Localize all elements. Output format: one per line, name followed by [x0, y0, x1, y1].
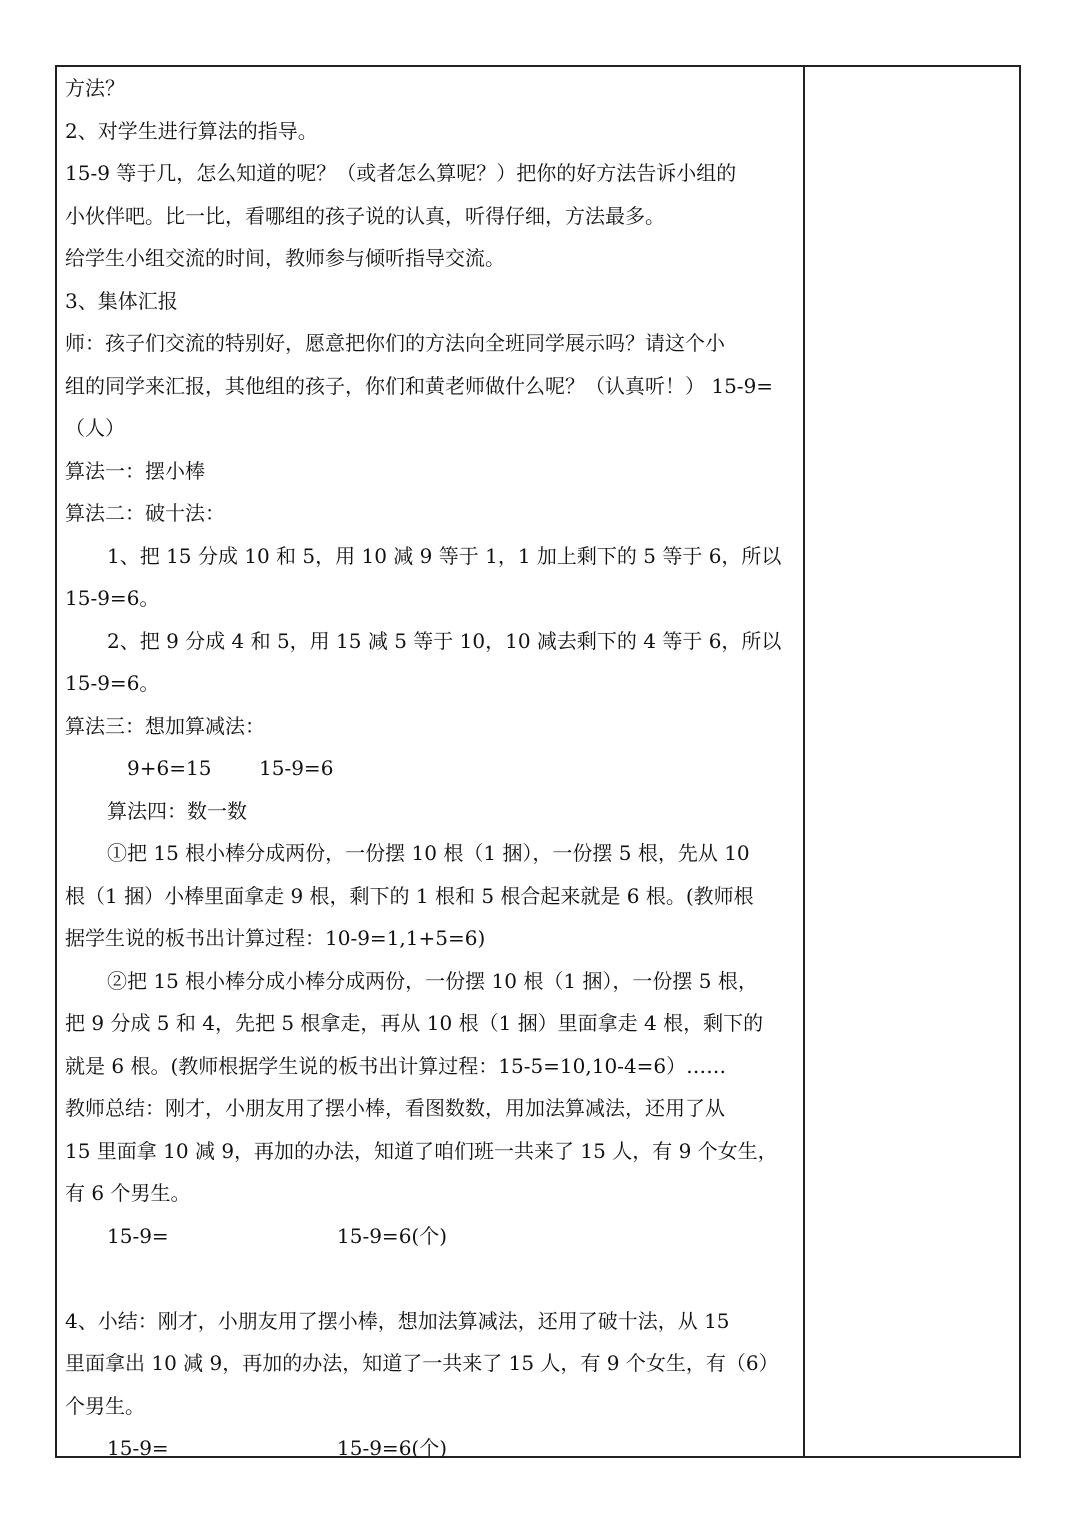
equation-row: [65, 1427, 793, 1470]
text-line: 就是 6 根。(教师根据学生说的板书出计算过程：15-5=10,10-4=6）……: [65, 1053, 727, 1078]
text-line: 15 里面拿 10 减 9，再加的办法，知道了咱们班一共来了 15 人，有 9 个女生，: [65, 1138, 778, 1163]
section-heading: 4、小结：刚才，小朋友用了摆小棒，想加法算减法，还用了破十法，从 15: [65, 1308, 730, 1333]
equation: 15-9=6: [259, 756, 334, 780]
text-line: 据学生说的板书出计算过程：10-9=1,1+5=6): [65, 926, 486, 950]
equation: 15-9=: [107, 1436, 169, 1460]
equation: 15-9=6(个): [337, 1223, 448, 1248]
text-line: ②把 15 根小棒分成小棒分成两份，一份摆 10 根（1 捆），一份摆 5 根，: [107, 968, 758, 993]
method-heading: 算法一：摆小棒: [65, 458, 205, 483]
method-heading: 算法二：破十法：: [65, 501, 225, 525]
method-heading: 算法三：想加算减法：: [65, 713, 265, 738]
method-heading: 算法四：数一数: [107, 798, 247, 823]
text-line: （人）: [65, 416, 125, 440]
equation: 15-9=: [107, 1223, 169, 1248]
text-line: 给学生小组交流的时间，教师参与倾听指导交流。: [65, 246, 505, 270]
equation: 9+6=15: [127, 756, 212, 780]
equation-row: [65, 1215, 793, 1258]
blank-line: [65, 1257, 793, 1300]
text-line: 15-9 等于几，怎么知道的呢？（或者怎么算呢？）把你的好方法告诉小组的: [65, 161, 737, 185]
column-divider: [803, 67, 805, 1456]
text-line: 教师总结：刚才，小朋友用了摆小棒，看图数数，用加法算减法，还用了从: [65, 1096, 725, 1120]
text-line: ①把 15 根小棒分成两份，一份摆 10 根（1 捆），一份摆 5 根，先从 10: [107, 841, 750, 865]
section-heading: 3、集体汇报: [65, 288, 178, 313]
text-line: 2、把 9 分成 4 和 5，用 15 减 5 等于 10，10 减去剩下的 4 等于 6，所以: [107, 628, 782, 653]
equation-row: [65, 747, 793, 790]
text-line: 里面拿出 10 减 9，再加的办法，知道了一共来了 15 人，有 9 个女生，有（6）: [65, 1351, 779, 1375]
text-line: 方法？: [65, 76, 125, 100]
text-line: 师：孩子们交流的特别好，愿意把你们的方法向全班同学展示吗？请这个小: [65, 331, 725, 355]
text-line: 根（1 捆）小棒里面拿走 9 根，剩下的 1 根和 5 根合起来就是 6 根。(教师根: [65, 883, 754, 908]
text-line: 2、对学生进行算法的指导。: [65, 118, 318, 143]
lesson-table: [55, 65, 1021, 1458]
text-line: 小伙伴吧。比一比，看哪组的孩子说的认真，听得仔细，方法最多。: [65, 203, 665, 228]
text-line: 1、把 15 分成 10 和 5，用 10 减 9 等于 1，1 加上剩下的 5 等于 6，所以: [107, 543, 782, 568]
text-line: 个男生。: [65, 1393, 145, 1418]
text-line: 15-9=6。: [65, 586, 160, 610]
text-line: 有 6 个男生。: [65, 1181, 191, 1205]
text-line: 15-9=6。: [65, 671, 160, 695]
lesson-content-cell: [65, 67, 793, 1470]
text-line: 把 9 分成 5 和 4，先把 5 根拿走，再从 10 根（1 捆）里面拿走 4 根，剩下的: [65, 1011, 764, 1035]
text-line: 组的同学来汇报，其他组的孩子，你们和黄老师做什么呢？（认真听！） 15-9=: [65, 373, 774, 398]
equation: 15-9=6(个): [337, 1436, 448, 1460]
